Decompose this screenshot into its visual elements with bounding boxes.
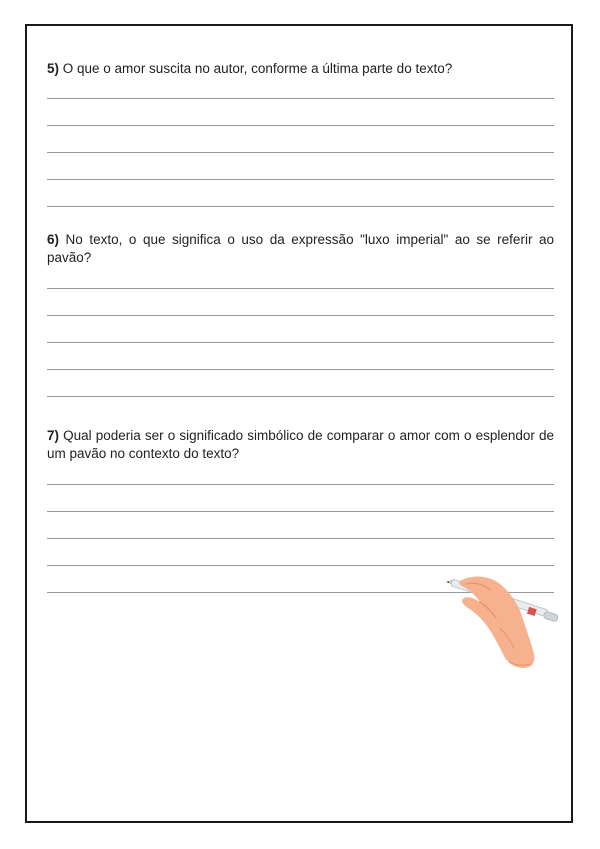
answer-line[interactable] bbox=[47, 484, 554, 485]
answer-line[interactable] bbox=[47, 98, 554, 99]
answer-line[interactable] bbox=[47, 565, 554, 566]
answer-line[interactable] bbox=[47, 342, 554, 343]
question-7-prompt: Qual poderia ser o significado simbólico de comparar o amor com o esplendor de um pavão no contexto do texto? bbox=[47, 428, 554, 461]
question-7-number: 7) bbox=[47, 428, 60, 443]
question-6 bbox=[47, 231, 554, 267]
answer-line[interactable] bbox=[47, 206, 554, 207]
question-5-text bbox=[47, 60, 554, 78]
answer-line[interactable] bbox=[47, 369, 554, 370]
hand-writing-icon bbox=[440, 570, 570, 680]
answer-line[interactable] bbox=[47, 315, 554, 316]
answer-line[interactable] bbox=[47, 125, 554, 126]
answer-line[interactable] bbox=[47, 538, 554, 539]
question-6-number: 6) bbox=[47, 232, 60, 247]
question-7-text bbox=[47, 427, 554, 463]
question-6-text bbox=[47, 231, 554, 267]
question-5-prompt: O que o amor suscita no autor, conforme a última parte do texto? bbox=[59, 61, 453, 76]
answer-line[interactable] bbox=[47, 179, 554, 180]
page-frame bbox=[25, 24, 573, 823]
answer-line[interactable] bbox=[47, 396, 554, 397]
answer-line[interactable] bbox=[47, 288, 554, 289]
answer-line[interactable] bbox=[47, 511, 554, 512]
question-5-number: 5) bbox=[47, 61, 60, 76]
question-5 bbox=[47, 60, 554, 78]
question-7 bbox=[47, 427, 554, 463]
question-6-prompt: No texto, o que significa o uso da expressão "luxo imperial" ao se referir ao pavão? bbox=[47, 232, 554, 265]
hand-icon bbox=[459, 577, 535, 668]
answer-line[interactable] bbox=[47, 152, 554, 153]
